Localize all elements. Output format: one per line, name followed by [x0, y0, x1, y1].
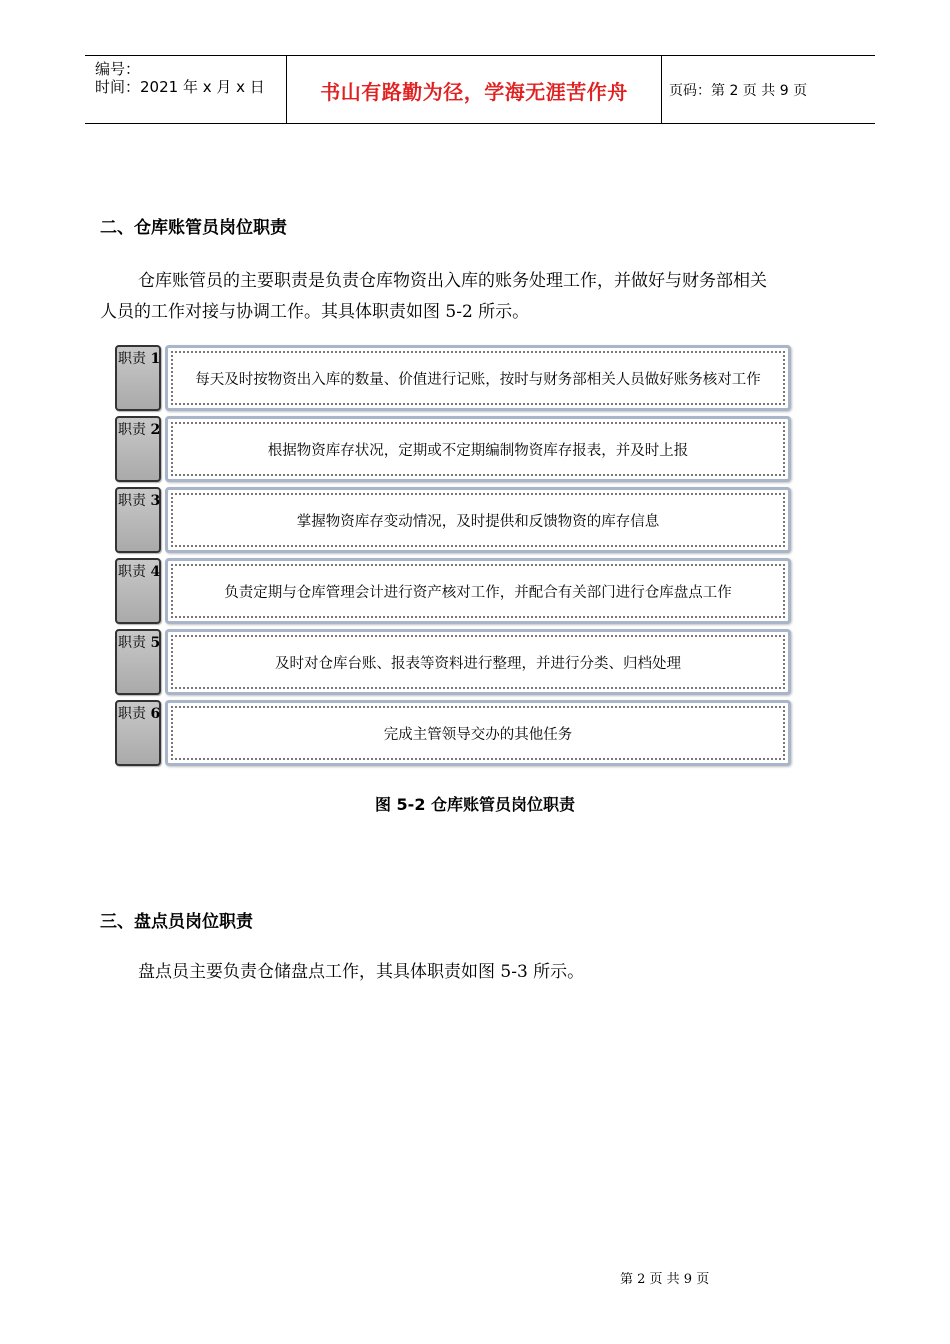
- duty-text: 掌握物资库存变动情况，及时提供和反馈物资的库存信息: [296, 513, 660, 530]
- duty-tag: [115, 416, 161, 482]
- duty-box: [165, 416, 791, 482]
- motto-text: 书山有路勤为径，学海无涯苦作舟: [320, 80, 628, 104]
- paragraph-line-2: 人员的工作对接与协调工作。其具体职责如图 5-2 所示。: [100, 302, 530, 322]
- duty-tag-number: 3: [150, 493, 161, 509]
- duty-tag: [115, 487, 161, 553]
- paragraph-line-1: 仓库账管员的主要职责是负责仓库物资出入库的账务处理工作，并做好与财务部相关: [138, 271, 767, 291]
- duty-text: 每天及时按物资出入库的数量、价值进行记账，按时与财务部相关人员做好账务核对工作: [195, 371, 761, 388]
- duty-tag: [115, 700, 161, 766]
- header-motto-cell: [286, 56, 662, 123]
- duty-tag: [115, 629, 161, 695]
- code-label: 编号：: [95, 60, 141, 78]
- paragraph-line: 盘点员主要负责仓储盘点工作，其具体职责如图 5-3 所示。: [138, 962, 585, 982]
- duty-box: [165, 345, 791, 411]
- page-number-label: 页码：第 2 页 共 9 页: [669, 83, 808, 99]
- duty-text: 根据物资库存状况，定期或不定期编制物资库存报表，并及时上报: [267, 442, 689, 459]
- duty-row: [115, 700, 795, 766]
- duties-diagram: [115, 345, 795, 770]
- figure-caption: 图 5-2 仓库账管员岗位职责: [374, 795, 576, 814]
- duty-box: [165, 700, 791, 766]
- duty-tag-number: 4: [150, 564, 161, 580]
- duty-tag-label: 职责: [118, 493, 146, 509]
- header-page-cell: [661, 56, 875, 123]
- header-info-cell: [85, 56, 286, 123]
- page-header: [85, 55, 875, 124]
- duty-box: [165, 487, 791, 553]
- duty-tag-number: 1: [150, 351, 161, 367]
- duty-tag-label: 职责: [118, 635, 146, 651]
- duty-box: [165, 629, 791, 695]
- duty-tag-number: 2: [150, 422, 161, 438]
- duty-tag-number: 6: [150, 706, 161, 722]
- duty-row: [115, 416, 795, 482]
- page-footer: 第 2 页 共 9 页: [620, 1272, 710, 1287]
- duty-box: [165, 558, 791, 624]
- section-3-paragraph: [100, 957, 875, 988]
- duty-text: 完成主管领导交办的其他任务: [383, 726, 573, 743]
- duty-tag-label: 职责: [118, 564, 146, 580]
- duty-tag-label: 职责: [118, 422, 146, 438]
- duty-row: [115, 487, 795, 553]
- duty-text: 及时对仓库台账、报表等资料进行整理，并进行分类、归档处理: [275, 655, 681, 672]
- duty-text: 负责定期与仓库管理会计进行资产核对工作，并配合有关部门进行仓库盘点工作: [224, 584, 732, 601]
- duty-row: [115, 558, 795, 624]
- duty-tag-number: 5: [150, 635, 161, 651]
- duty-tag: [115, 558, 161, 624]
- duty-row: [115, 345, 795, 411]
- section-2-heading: 二、仓库账管员岗位职责: [100, 218, 287, 238]
- section-3-heading: 三、盘点员岗位职责: [100, 912, 253, 932]
- duty-row: [115, 629, 795, 695]
- time-label: 时间：2021 年 x 月 x 日: [95, 78, 265, 96]
- duty-tag-label: 职责: [118, 351, 146, 367]
- duty-tag-label: 职责: [118, 706, 146, 722]
- section-2-paragraph: [100, 266, 875, 328]
- duty-tag: [115, 345, 161, 411]
